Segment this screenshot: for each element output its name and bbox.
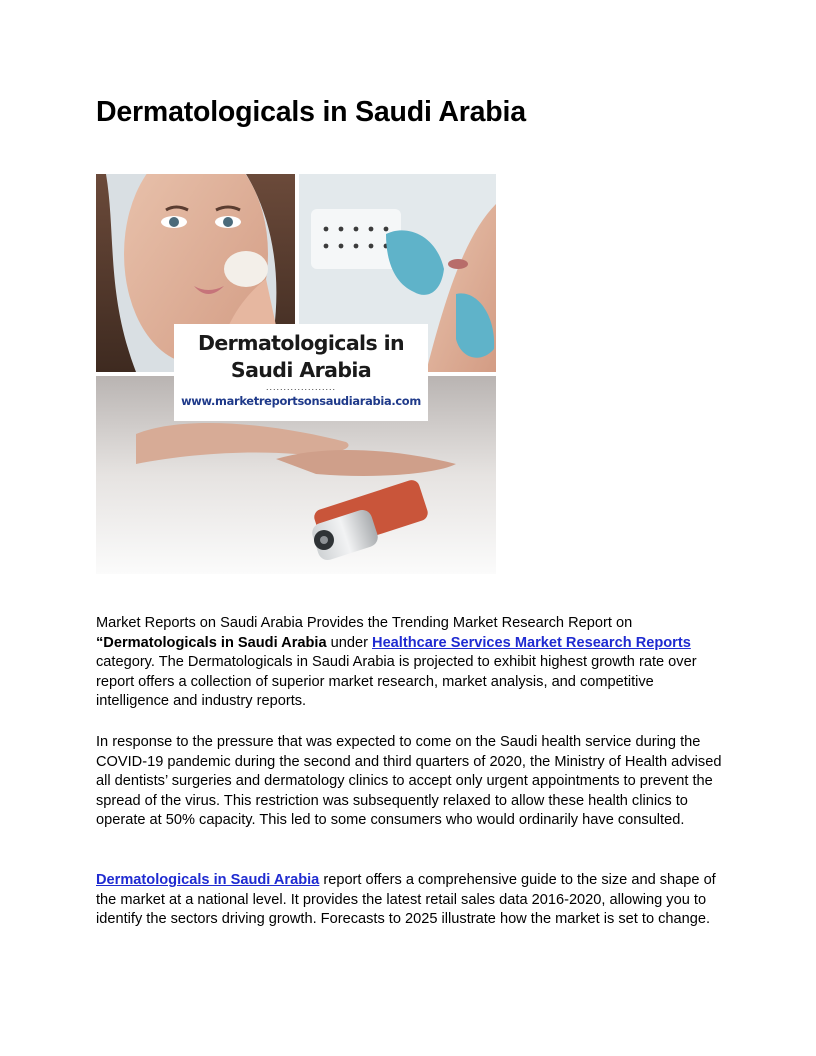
hero-caption-url: www.marketreportsonsaudiarabia.com (181, 394, 421, 408)
intro-rest-text: category. The Dermatologicals in Saudi Arabia is projected to exhibit highest growth rate over report offers a collection of superior market research, market analysis, and competitive intelligence and industry reports. (96, 654, 697, 709)
intro-paragraph (96, 614, 726, 712)
hero-image (96, 174, 496, 574)
page-title: Dermatologicals in Saudi Arabia (96, 96, 526, 128)
report-link[interactable]: Dermatologicals in Saudi Arabia (96, 872, 320, 888)
hero-caption-title-line1: Dermatologicals in (197, 331, 405, 355)
category-link[interactable]: Healthcare Services Market Research Reports (372, 634, 691, 651)
hero-caption-dots: .................... (265, 382, 336, 392)
report-paragraph (96, 871, 726, 930)
covid-paragraph: In response to the pressure that was expected to come on the Saudi health service during the COVID-19 pandemic during the second and third quarters of 2020, the Ministry of Health advised all dentists’ surgeries and dermatology clinics to accept only urgent appointments to prevent the spread of the virus. This restriction was subsequently relaxed to allow these health clinics to operate at 50% capacity. This led to some consumers who would ordinarily have consulted. (96, 734, 722, 828)
intro-text: Market Reports on Saudi Arabia Provides the Trending Market Research Report on (96, 615, 633, 631)
report-rest-text: report offers a comprehensive guide to the size and shape of the market at a national level. It provides the latest retail sales data 2016-2020, allowing you to identify the sectors driving growth. Forecasts to 2025 illustrate how the market is set to change. (96, 872, 716, 927)
hero-caption-box (174, 324, 428, 421)
under-text: under (326, 634, 373, 651)
subject-text: Dermatologicals in Saudi Arabia (103, 634, 327, 651)
quote-mark: “ (96, 634, 104, 651)
hero-caption-title-line2: Saudi Arabia (230, 358, 372, 382)
